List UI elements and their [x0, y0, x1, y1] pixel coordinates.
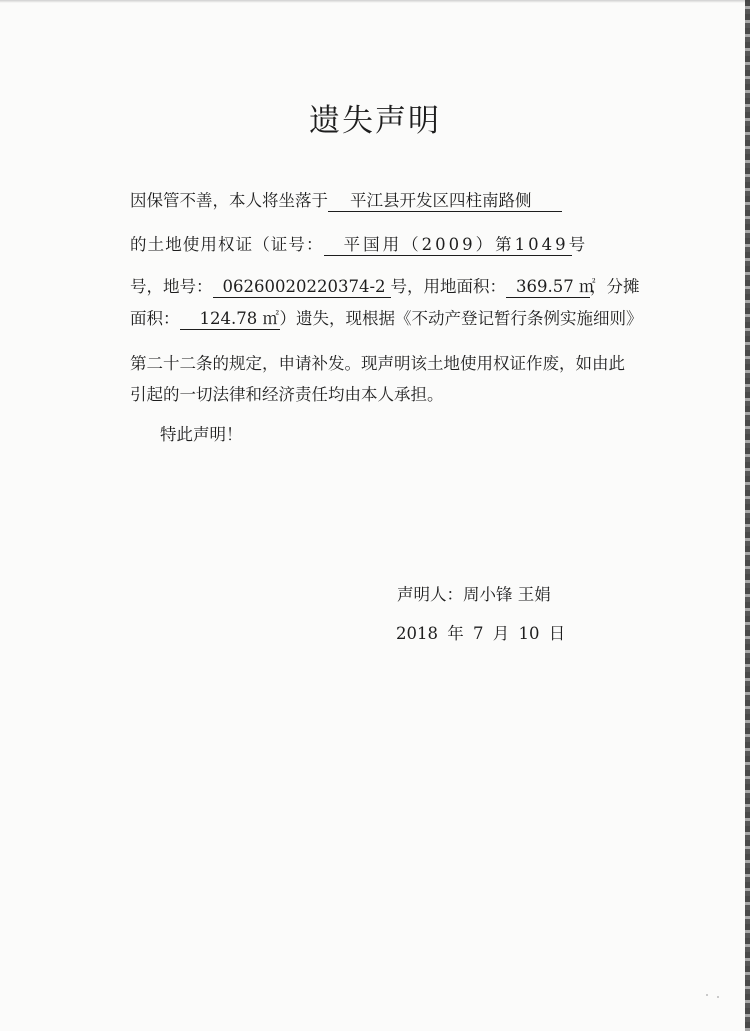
line-3-middle: 号，用地面积： [390, 277, 506, 296]
scan-speck [706, 994, 708, 996]
land-area-value: 369.57 ㎡ [516, 277, 596, 296]
location-fill [328, 191, 562, 212]
declarant-line [397, 581, 551, 605]
certificate-number: 平国用（2009）第1049号 [343, 235, 589, 254]
body-line-2 [130, 234, 589, 256]
scan-speck [717, 996, 719, 998]
line-4-suffix: ）遗失，现根据《不动产登记暂行条例实施细则》 [279, 309, 643, 328]
scan-edge-right [745, 0, 750, 1031]
certificate-fill [324, 235, 589, 256]
body-line-1 [130, 190, 562, 212]
body-line-6: 引起的一切法律和经济责任均由本人承担。 [130, 385, 444, 404]
scan-edge-top [0, 0, 750, 3]
line-4-prefix: 面积： [130, 309, 180, 328]
body-line-4 [130, 308, 643, 330]
land-area-fill [506, 277, 596, 298]
declarant-label: 声明人： [397, 585, 463, 604]
declarant-names: 周小锋 王娟 [463, 585, 551, 604]
closing-remark: 特此声明！ [160, 425, 243, 444]
body-line-5: 第二十二条的规定，申请补发。现声明该土地使用权证作废，如由此 [130, 354, 625, 373]
line-2-text: 的土地使用权证（证号： [130, 235, 324, 254]
line-3-prefix: 号，地号： [130, 277, 213, 296]
page-title: 遗失声明 [309, 103, 441, 139]
shared-area-value: 124.78 ㎡ [199, 309, 279, 328]
shared-area-fill [180, 309, 280, 330]
line-3-suffix: ，分摊 [590, 277, 640, 296]
parcel-fill [213, 277, 391, 298]
line-1-text: 因保管不善，本人将坐落于 [130, 191, 328, 210]
declaration-date: 2018 年 7 月 10 日 [396, 624, 566, 643]
parcel-number: 06260020220374-2 [222, 277, 386, 296]
location-value: 平江县开发区四柱南路侧 [350, 191, 532, 210]
body-line-3 [130, 276, 640, 298]
